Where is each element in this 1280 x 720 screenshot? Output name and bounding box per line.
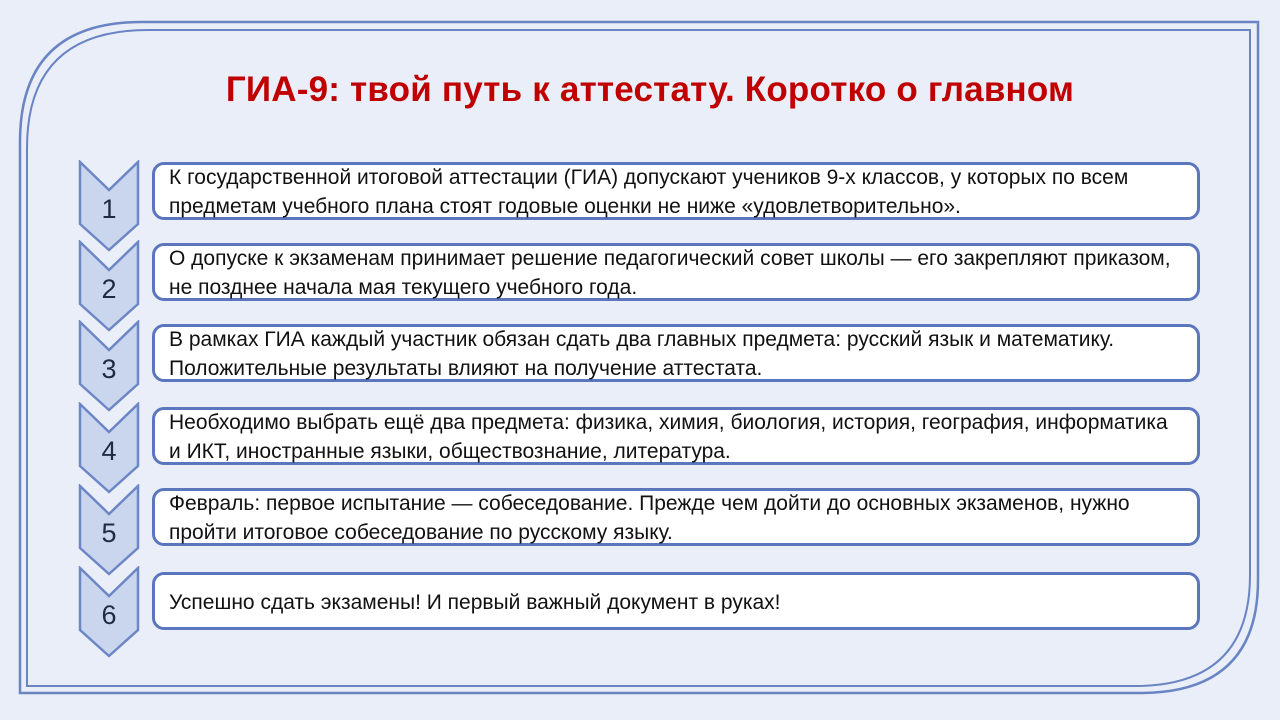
step-2-chevron [78, 240, 140, 332]
step-5-chevron [78, 484, 140, 576]
step-5-number: 5 [101, 518, 117, 548]
slide-title: ГИА-9: твой путь к аттестату. Коротко о главном [225, 70, 1075, 109]
step-3-number: 3 [101, 354, 117, 384]
step-4-box [152, 407, 1200, 465]
step-3-text: В рамках ГИА каждый участник обязан сдать два главных предмета: русский язык и математику. Положительные результаты влияют на получение аттестата. [169, 328, 1115, 380]
step-2-box [152, 243, 1200, 301]
step-6-text: Успешно сдать экзамены! И первый важный документ в руках! [169, 590, 781, 614]
step-1-text: К государственной итоговой аттестации (ГИА) допускают учеников 9-х классов, у которых по всем предметам учебного плана стоят годовые оценки не ниже «удовлетворительно». [169, 166, 1129, 218]
step-4-chevron [78, 402, 140, 494]
step-3-chevron [78, 320, 140, 412]
step-5-box [152, 488, 1200, 546]
step-6-box [152, 572, 1200, 630]
step-5-text: Февраль: первое испытание — собеседование. Прежде чем дойти до основных экзаменов, нужно пройти итоговое собеседование по русскому языку. [169, 492, 1130, 544]
step-6-number: 6 [101, 600, 117, 630]
step-4-text: Необходимо выбрать ещё два предмета: физика, химия, биология, история, география, информатика и ИКТ, иностранные языки, обществознание, литература. [169, 411, 1168, 463]
step-1-box [152, 162, 1200, 220]
step-2-text: О допуске к экзаменам принимает решение педагогический совет школы — его закрепляют приказом, не позднее начала мая текущего учебного года. [169, 247, 1171, 299]
step-1-number: 1 [101, 194, 117, 224]
step-3-box [152, 324, 1200, 382]
step-1-chevron [78, 160, 140, 252]
step-2-number: 2 [101, 274, 117, 304]
step-6-chevron [78, 566, 140, 658]
step-4-number: 4 [101, 436, 117, 466]
